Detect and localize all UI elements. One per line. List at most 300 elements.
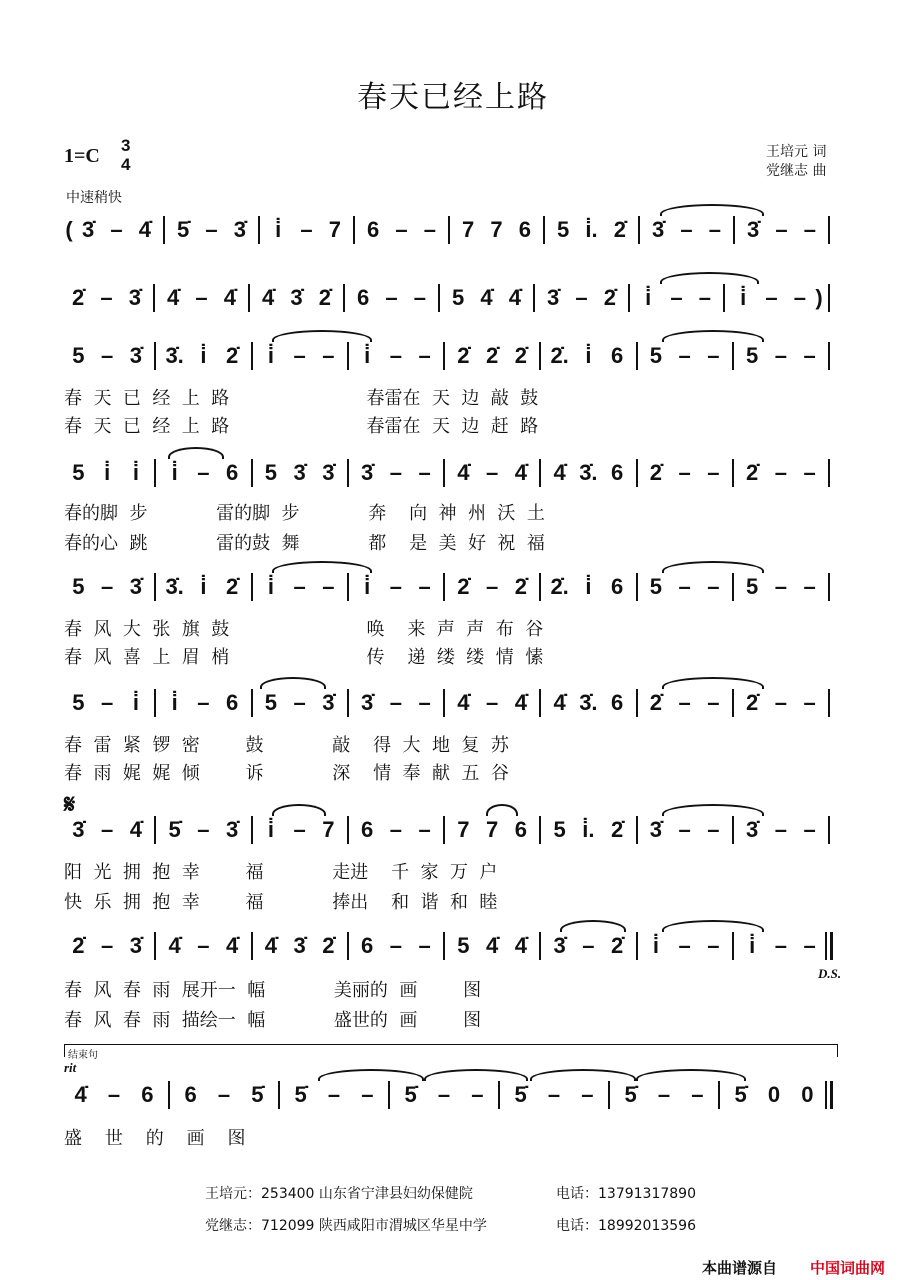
note: 6	[611, 343, 624, 368]
notation-line	[0, 212, 906, 248]
note: 5	[457, 933, 470, 958]
note: i̇	[364, 343, 371, 368]
dash-extension: –	[707, 817, 720, 842]
dash-extension: –	[413, 285, 426, 310]
barline	[825, 932, 827, 960]
note: 7	[457, 817, 470, 842]
tempo-marking: 中速稍快	[66, 190, 122, 206]
note: 2̇	[611, 933, 624, 958]
dash-extension: –	[205, 217, 218, 242]
note: i̇	[740, 285, 747, 310]
dash-extension: –	[423, 217, 436, 242]
note: 5̇	[251, 1082, 264, 1107]
barline	[438, 284, 440, 312]
dash-extension: –	[389, 690, 402, 715]
dash-extension: –	[775, 217, 788, 242]
time-sig-top: 3	[121, 136, 131, 155]
dash-extension: –	[101, 574, 114, 599]
dash-extension: –	[678, 574, 691, 599]
note: 3̇	[649, 817, 662, 842]
composer-credit: 党继志 曲	[766, 163, 827, 179]
note: 5	[72, 574, 85, 599]
barline	[636, 932, 638, 960]
note: 6	[361, 933, 374, 958]
barline	[154, 689, 156, 717]
note: 2̇	[486, 343, 499, 368]
dash-extension: –	[486, 574, 499, 599]
note: 3̇	[547, 285, 560, 310]
note: i̇	[200, 574, 207, 599]
dash-extension: –	[385, 285, 398, 310]
note: 4̇	[508, 285, 521, 310]
barline	[388, 1081, 390, 1109]
tie-slur	[318, 1069, 424, 1081]
dash-extension: –	[418, 460, 431, 485]
note: 6	[184, 1082, 197, 1107]
tie-slur	[662, 920, 764, 932]
barline	[543, 216, 545, 244]
footer-phone: 13791317890	[598, 1186, 696, 1202]
note: 2̇	[457, 574, 470, 599]
note: 7	[462, 217, 475, 242]
dash-extension: –	[389, 574, 402, 599]
dash-extension: –	[197, 933, 210, 958]
notation-line	[0, 685, 906, 721]
dash-extension: –	[774, 933, 787, 958]
note: 5̇	[168, 817, 181, 842]
tie-slur	[660, 204, 764, 216]
note: 2̇	[514, 343, 527, 368]
dash-extension: –	[100, 285, 113, 310]
footer-address: 253400 山东省宁津县妇幼保健院	[261, 1186, 473, 1202]
dash-extension: –	[361, 1082, 374, 1107]
note: 5	[72, 343, 85, 368]
note: 6	[226, 460, 239, 485]
note: 5̇	[177, 217, 190, 242]
barline	[251, 573, 253, 601]
barline	[443, 816, 445, 844]
dash-extension: –	[418, 574, 431, 599]
barline	[636, 459, 638, 487]
note: 3̇	[652, 217, 665, 242]
dash-extension: –	[107, 1082, 121, 1107]
dash-extension: –	[437, 1082, 451, 1107]
dash-extension: –	[698, 285, 711, 310]
barline	[539, 932, 541, 960]
barline	[251, 816, 253, 844]
barline	[732, 932, 734, 960]
dash-extension: –	[678, 690, 691, 715]
dash-extension: –	[678, 817, 691, 842]
note: 7	[490, 217, 503, 242]
footer-phone-label: 电话：	[556, 1218, 598, 1234]
note: 2̇	[613, 217, 626, 242]
dash-extension: –	[803, 690, 816, 715]
barline	[347, 816, 349, 844]
note: 4̇	[514, 460, 527, 485]
note: 4̇	[264, 933, 277, 958]
note: i̇	[645, 285, 652, 310]
ending-bracket	[64, 1044, 838, 1057]
note: i̇	[171, 460, 178, 485]
barline	[251, 689, 253, 717]
barline	[154, 573, 156, 601]
dash-extension: –	[101, 817, 114, 842]
dash-extension: –	[322, 574, 335, 599]
dash-extension: –	[195, 285, 208, 310]
barline	[347, 573, 349, 601]
note: 3̇	[322, 690, 335, 715]
note: 4̇	[168, 933, 181, 958]
note: i̇	[652, 933, 659, 958]
barline	[828, 816, 830, 844]
note: 0	[801, 1082, 814, 1107]
barline	[732, 816, 734, 844]
dash-extension: –	[197, 817, 210, 842]
note: i̇	[104, 460, 111, 485]
dash-extension: –	[418, 343, 431, 368]
dash-extension: –	[774, 574, 787, 599]
note: 2̇	[649, 690, 662, 715]
dash-extension: –	[389, 817, 402, 842]
note: 3̇	[322, 460, 335, 485]
note: 3̇.	[579, 460, 598, 485]
note: i̇	[200, 343, 207, 368]
note: 3̇	[226, 817, 239, 842]
note: 3̇	[553, 933, 566, 958]
footer-name: 王培元：	[205, 1186, 261, 1202]
barline	[636, 573, 638, 601]
barline	[732, 342, 734, 370]
parenthesis: )	[815, 285, 823, 310]
tie-slur	[662, 804, 764, 816]
dash-extension: –	[707, 574, 720, 599]
barline	[830, 932, 833, 960]
dash-extension: –	[197, 460, 210, 485]
barline	[154, 459, 156, 487]
dash-extension: –	[774, 817, 787, 842]
dash-extension: –	[803, 460, 816, 485]
notation-line	[0, 280, 906, 316]
notation-line	[0, 569, 906, 605]
footer-phone-2	[556, 1215, 696, 1235]
dash-extension: –	[680, 217, 693, 242]
dash-extension: –	[678, 933, 691, 958]
note: 7	[328, 217, 341, 242]
dash-extension: –	[657, 1082, 671, 1107]
note: 2̇.	[550, 343, 569, 368]
note: 4̇	[514, 690, 527, 715]
lyric-line: 快 乐 拥 抱 幸 福 捧出 和 谐 和 睦	[64, 892, 498, 913]
note: i̇	[275, 217, 282, 242]
barline	[636, 816, 638, 844]
note: 5	[649, 343, 662, 368]
note: 5̇	[514, 1082, 527, 1107]
note: 6	[514, 817, 527, 842]
note: i̇	[267, 343, 274, 368]
barline	[443, 459, 445, 487]
barline	[828, 689, 830, 717]
dash-extension: –	[708, 217, 721, 242]
dash-extension: –	[293, 690, 306, 715]
note: i̇	[267, 574, 274, 599]
footer-contact-2	[205, 1215, 487, 1235]
footer-phone-label: 电话：	[556, 1186, 598, 1202]
dash-extension: –	[575, 285, 588, 310]
barline	[828, 216, 830, 244]
dash-extension: –	[389, 460, 402, 485]
barline	[168, 1081, 170, 1109]
note: 3̇.	[165, 574, 184, 599]
dash-extension: –	[803, 933, 816, 958]
note: 5	[264, 690, 277, 715]
barline	[154, 816, 156, 844]
note: 4̇	[514, 933, 527, 958]
note: 5	[746, 574, 759, 599]
note: 4̇	[457, 460, 470, 485]
note: 2̇	[514, 574, 527, 599]
time-sig-bottom: 4	[121, 155, 131, 174]
dash-extension: –	[293, 817, 306, 842]
tie-slur	[636, 1069, 746, 1081]
note: i̇	[267, 817, 274, 842]
note: 2̇	[226, 574, 239, 599]
barline	[443, 573, 445, 601]
barline	[539, 342, 541, 370]
lyric-line: 春 风 春 雨 描绘一 幅 盛世的 画 图	[64, 1010, 482, 1031]
note: 4̇	[226, 933, 239, 958]
ending-label: 结束句	[68, 1050, 98, 1061]
tie-slur	[662, 330, 764, 342]
note: 2̇	[746, 690, 759, 715]
note: 4̇	[138, 217, 151, 242]
ds-marking: D.S.	[818, 966, 842, 981]
note: 4̇	[262, 285, 275, 310]
tie-slur	[662, 677, 764, 689]
footer-name: 党继志：	[205, 1218, 261, 1234]
barline	[258, 216, 260, 244]
barline	[248, 284, 250, 312]
barline	[448, 216, 450, 244]
barline	[608, 1081, 610, 1109]
dash-extension: –	[197, 690, 210, 715]
dash-extension: –	[327, 1082, 341, 1107]
note: 3̇	[129, 933, 142, 958]
note: 6	[611, 690, 624, 715]
note: 4̇	[486, 933, 499, 958]
dash-extension: –	[389, 343, 402, 368]
barline	[638, 216, 640, 244]
note: i̇	[585, 343, 592, 368]
note: i̇	[171, 690, 178, 715]
dash-extension: –	[803, 574, 816, 599]
barline	[251, 932, 253, 960]
dash-extension: –	[389, 933, 402, 958]
note: 6	[357, 285, 370, 310]
dash-extension: –	[418, 933, 431, 958]
notation-line	[0, 338, 906, 374]
dash-extension: –	[670, 285, 683, 310]
barline	[636, 689, 638, 717]
dash-extension: –	[803, 817, 816, 842]
note: 5	[452, 285, 465, 310]
note: 5̇	[734, 1082, 747, 1107]
lyric-line: 春 雨 娓 娓 倾 诉 深 情 奉 献 五 谷	[64, 763, 509, 784]
note: 4̇	[223, 285, 236, 310]
note: 4̇	[457, 690, 470, 715]
note: i̇.	[585, 217, 598, 242]
note: 5	[264, 460, 277, 485]
notation-line	[0, 812, 906, 848]
note: 2̇	[226, 343, 239, 368]
dash-extension: –	[300, 217, 313, 242]
note: 3̇.	[579, 690, 598, 715]
barline	[347, 459, 349, 487]
lyric-line: 春的心 跳 雷的鼓 舞 都 是 美 好 祝 福	[64, 533, 545, 554]
note: 3̇	[747, 217, 760, 242]
dash-extension: –	[765, 285, 778, 310]
note: i̇	[132, 460, 139, 485]
note: 4̇	[480, 285, 493, 310]
note: 6	[611, 574, 624, 599]
barline	[498, 1081, 500, 1109]
dash-extension: –	[582, 933, 595, 958]
note: 5̇	[624, 1082, 637, 1107]
note: 6	[141, 1082, 154, 1107]
dash-extension: –	[217, 1082, 231, 1107]
notation-line	[0, 455, 906, 491]
lyric-line: 春 风 春 雨 展开一 幅 美丽的 画 图	[64, 980, 482, 1001]
note: 3̇	[293, 460, 306, 485]
lyric-line: 春 风 大 张 旗 鼓 唤 来 声 声 布 谷	[64, 619, 544, 640]
note: 3̇	[290, 285, 303, 310]
dash-extension: –	[101, 343, 114, 368]
tie-slur	[530, 1069, 636, 1081]
note: 3̇.	[165, 343, 184, 368]
barline	[732, 689, 734, 717]
lyric-line: 春 天 已 经 上 路 春雷在 天 边 敲 鼓	[64, 388, 539, 409]
note: 3̇	[746, 817, 759, 842]
barline	[347, 689, 349, 717]
note: 6	[226, 690, 239, 715]
note: 3̇	[233, 217, 246, 242]
note: 2̇	[72, 933, 85, 958]
segno-sign: 𝄋	[64, 790, 76, 820]
note: 3̇	[82, 217, 95, 242]
barline	[828, 284, 830, 312]
tie-slur	[260, 677, 326, 689]
dash-extension: –	[486, 460, 499, 485]
source-prefix: 本曲谱源自	[702, 1259, 778, 1277]
note: 4̇	[129, 817, 142, 842]
dash-extension: –	[793, 285, 806, 310]
note: 6	[361, 817, 374, 842]
dash-extension: –	[101, 690, 114, 715]
note: 2̇	[603, 285, 616, 310]
dash-extension: –	[471, 1082, 484, 1107]
dash-extension: –	[418, 817, 431, 842]
song-title: 春天已经上路	[357, 80, 549, 115]
note: 2̇	[746, 460, 759, 485]
dash-extension: –	[418, 690, 431, 715]
barline	[443, 342, 445, 370]
note: 6	[611, 460, 624, 485]
barline	[153, 284, 155, 312]
dash-extension: –	[774, 690, 787, 715]
note: 6	[518, 217, 531, 242]
note: 5	[557, 217, 570, 242]
note: 3̇	[293, 933, 306, 958]
dash-extension: –	[803, 343, 816, 368]
note: i̇	[132, 690, 139, 715]
notation-line	[0, 1077, 906, 1113]
note: 3̇	[129, 343, 142, 368]
barline	[251, 342, 253, 370]
note: 5̇	[294, 1082, 307, 1107]
barline	[732, 573, 734, 601]
dash-extension: –	[707, 343, 720, 368]
barline	[347, 342, 349, 370]
lyric-line: 盛 世 的 画 图	[64, 1128, 246, 1149]
barline	[343, 284, 345, 312]
barline	[723, 284, 725, 312]
dash-extension: –	[678, 460, 691, 485]
note: i̇	[749, 933, 756, 958]
note: 3̇	[361, 690, 374, 715]
dash-extension: –	[581, 1082, 594, 1107]
footer-phone-1	[556, 1183, 696, 1203]
barline	[718, 1081, 720, 1109]
barline	[732, 459, 734, 487]
lyric-line: 春 风 喜 上 眉 梢 传 递 缕 缕 情 愫	[64, 647, 544, 668]
barline	[539, 816, 541, 844]
barline	[539, 459, 541, 487]
tie-slur	[272, 561, 372, 573]
barline	[443, 689, 445, 717]
note: 6	[367, 217, 380, 242]
note: i̇.	[582, 817, 595, 842]
barline	[533, 284, 535, 312]
note: 2̇	[318, 285, 331, 310]
notation-line	[0, 928, 906, 964]
barline	[628, 284, 630, 312]
time-signature	[121, 136, 130, 174]
barline	[154, 932, 156, 960]
dash-extension: –	[293, 574, 306, 599]
note: 2̇	[611, 817, 624, 842]
note: 3̇	[72, 817, 85, 842]
lyric-line: 春 天 已 经 上 路 春雷在 天 边 赶 路	[64, 416, 539, 437]
tie-slur	[486, 804, 518, 816]
note: 3̇	[361, 460, 374, 485]
lyric-line: 春 雷 紧 锣 密 鼓 敲 得 大 地 复 苏	[64, 735, 509, 756]
tie-slur	[662, 561, 764, 573]
note: 5̇	[404, 1082, 417, 1107]
note: 4̇	[553, 460, 566, 485]
note: 3̇	[129, 574, 142, 599]
tie-slur	[272, 804, 326, 816]
dash-extension: –	[774, 343, 787, 368]
dash-extension: –	[774, 460, 787, 485]
note: 5	[72, 690, 85, 715]
barline	[443, 932, 445, 960]
lyric-line: 阳 光 拥 抱 幸 福 走进 千 家 万 户	[64, 862, 498, 883]
barline	[163, 216, 165, 244]
dash-extension: –	[110, 217, 123, 242]
barline	[733, 216, 735, 244]
source-site-link[interactable]: 中国词曲网	[810, 1259, 886, 1277]
barline	[828, 342, 830, 370]
